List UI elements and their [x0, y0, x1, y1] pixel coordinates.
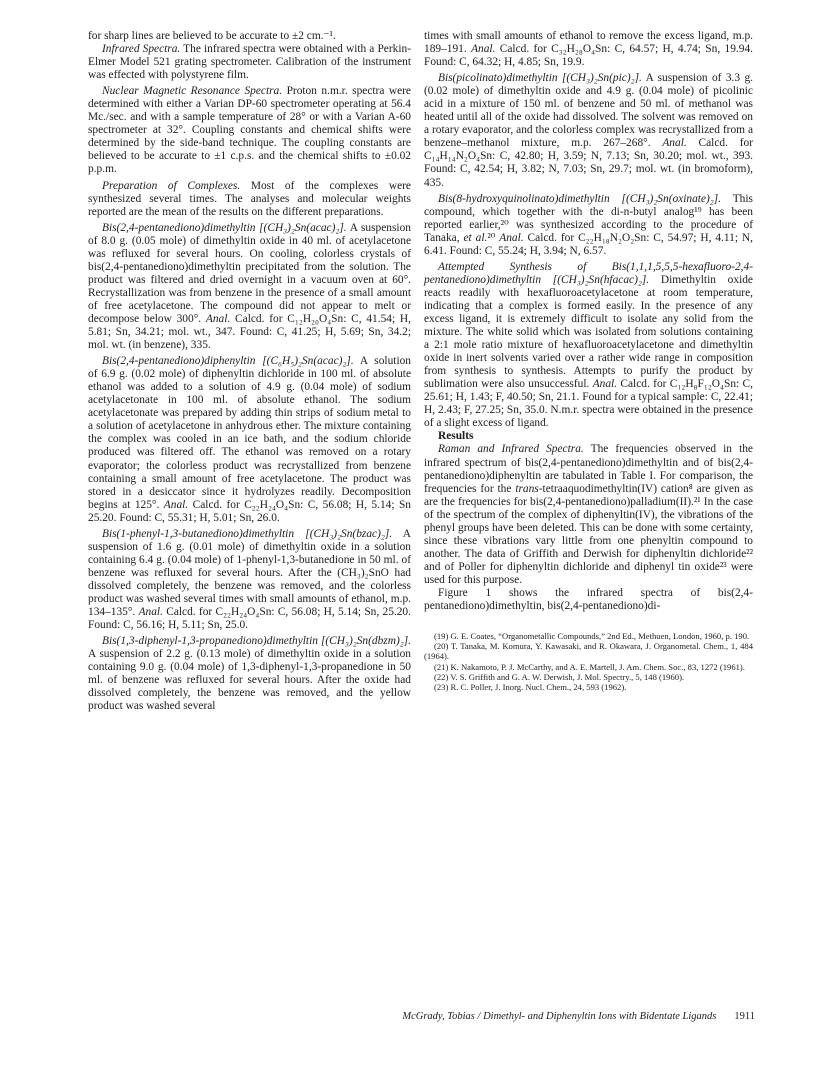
running-head: McGrady, Tobias / Dimethyl- and Diphenyltin Ions with Bidentate Ligands: [402, 1011, 717, 1022]
section-title: Nuclear Magnetic Resonance Spectra.: [102, 85, 283, 98]
paragraph: [88, 30, 411, 43]
right-column: [424, 30, 753, 692]
body-text: Dimethyltin oxide reacts readily with hexafluoroacetylacetone at room temperature, indicating that a complex is formed easily. In the presence of any excess ligand, it is extremely difficult to isolate any solid from the mixture. The white solid which was isolated from solutions containing a 2:1 mole ratio mixture of hexafluoroacetylacetone and dimethyltin oxide in inert solvents varied over a rather wide range in composition from synthesis to synthesis. Attempts to purify the product by sublimation were also unsuccessful.: [424, 273, 753, 391]
anal-label: Anal.: [499, 231, 524, 244]
body-text: for sharp lines are believed to be accurate to ±2 cm.⁻¹.: [88, 30, 336, 42]
anal-label: Anal.: [163, 498, 189, 511]
body-text: Figure 1 shows the infrared spectra of bis(2,4-pentanediono)dimethyltin, bis(2,4-pentanediono)di-: [424, 586, 753, 613]
section-title: Preparation of Complexes.: [102, 179, 241, 192]
paragraph: [88, 180, 411, 219]
anal-label: Anal.: [471, 43, 496, 56]
body-text: A suspension of 3.3 g. (0.02 mole) of dimethyltin oxide and 4.9 g. (0.04 mole) of picolinic acid in a mixture of 150 ml. of benzene and 50 ml. of methanol was heated until all of the oxide had dissolved. The solvent was removed on a rotary evaporator, and the colorless complex was recrystallized from a benzene–methanol mixture, m.p. 267–268°.: [424, 72, 753, 150]
reference-item: (22) V. S. Griffith and G. A. W. Derwish, J. Mol. Spectry., 5, 148 (1960).: [434, 671, 685, 682]
body-text: Proton n.m.r. spectra were determined with either a Varian DP-60 spectrometer operating at 56.4 Mc./sec. and with a sample temperature of 28° or with a Varian A-60 spectrometer at 32°. Coupling constants and chemical shifts were determined by the side-band technique. The coupling constants are believed to be accurate to ±1 c.p.s. and the chemical shifts to ±0.02 p.p.m.: [88, 85, 411, 176]
results-heading: Results: [438, 430, 474, 443]
paragraph: [424, 30, 753, 69]
paragraph: [88, 222, 411, 352]
citation: ²⁰: [487, 231, 496, 244]
analysis-text: Calcd. for C₃₂H₂₈O₄Sn: C, 64.57; H, 4.74; Sn, 19.94. Found: C, 64.32; H, 4.85; Sn, 19.9.: [424, 43, 753, 69]
compound-title: Attempted Synthesis of Bis(1,1,1,5,5,5-hexafluoro-2,4-pentanediono)dimethyltin [(CH₃)₂Sn(hfacac)₂].: [424, 260, 753, 286]
anal-label: Anal.: [138, 606, 163, 619]
compound-title: Bis(8-hydroxyquinolinato)dimethyltin [(CH₃)₂Sn(oxinate)₂].: [438, 192, 722, 205]
paragraph: [88, 85, 411, 176]
paragraph: [424, 72, 753, 189]
paragraph: [424, 261, 753, 431]
analysis-text: Calcd. for C₁₂H₈F₁₂O₄Sn: C, 25.61; H, 1.43; F, 40.50; Sn, 21.1. Found for a typical sample: C, 22.41; H, 2.43; F, 27.25; Sn, 35.0. N.m.r. spectra were obtained in the presence of a slight excess of ligand.: [424, 378, 753, 430]
anal-label: Anal.: [662, 137, 687, 150]
body-text: A suspension of 2.2 g. (0.13 mole) of dimethyltin oxide in a solution containing 9.0 g. (0.04 mole) of 1,3-diphenyl-1,3-propanedione in 50 ml. of benzene was refluxed for several hours. After the oxide had dissolved completely, the benzene was removed, and the yellow product was washed several: [88, 648, 411, 713]
paragraph: [424, 193, 753, 258]
body-text: The infrared spectra were obtained with a Perkin-Elmer Model 521 grating spectrometer. Calibration of the instrument was effected with polystyrene film.: [88, 43, 411, 82]
trans-text: trans: [515, 482, 539, 495]
page-number: 1911: [734, 1011, 755, 1022]
body-text: times with small amounts of ethanol to remove the excess ligand, m.p. 189–191.: [424, 30, 753, 56]
analysis-text: Calcd. for C₂₂H₁₈N₂O₂Sn: C, 54.97; H, 4.11; N, 6.41. Found: C, 55.24; H, 3.94; N, 6.57.: [424, 231, 753, 257]
body-text: A solution of 6.9 g. (0.02 mole) of diphenyltin dichloride in 100 ml. of absolute ethanol was added to a solution of 4.9 g. (0.04 mole) of sodium acetylacetonate in 100 ml. of absolute ethanol. The sodium acetylacetonate was prepared by adding thin strips of sodium metal to a solution of acetylacetone in anhydrous ether. The mixture containing the complex was cooled in an ice bath, and the sodium chloride produced was filtered off. The ethanol was removed on a rotary evaporator; the colorless product was recrystallized from benzene containing a small amount of free acetylacetone. The product was stored in a desiccator since it hydrolyzes readily. Decomposition begins at 125°.: [88, 355, 411, 511]
body-text: Most of the complexes were synthesized several times. The analyses and molecular weights reported are the mean of the results on the different preparations.: [88, 179, 411, 218]
section-title: Raman and Infrared Spectra.: [438, 443, 584, 456]
body-text: This compound, which together with the di-n-butyl analog¹⁹ has been reported earlier,²⁰ was synthesized according to the procedure of Tanaka,: [424, 192, 753, 244]
paragraph: [88, 635, 411, 713]
references: [424, 631, 753, 692]
reference-item: (21) K. Nakamoto, P. J. McCarthy, and A. E. Martell, J. Am. Chem. Soc., 83, 1272 (1961).: [434, 661, 745, 672]
body-text: A suspension of 8.0 g. (0.05 mole) of dimethyltin oxide in 40 ml. of acetylacetone was refluxed for several hours. On cooling, colorless crystals of bis(2,4-pentanediono)dimethyltin precipitated from the solution. The product was filtered and dried overnight in a vacuum oven at 60°. Recrystallization was from benzene in the presence of a small amount of free acetylacetone. The compound did not appear to melt or decompose below 300°.: [88, 221, 411, 325]
paragraph: [88, 43, 411, 82]
compound-title: Bis(1,3-diphenyl-1,3-propanediono)dimethyltin [(CH₃)₂Sn(dbzm)₂].: [102, 635, 411, 648]
anal-label: Anal.: [205, 312, 231, 325]
paragraph: [424, 587, 753, 613]
body-text: -tetraaquodimethyltin(IV) cation⁸ are given as are the frequencies for bis(2,4-pentanediono)palladium(II).²¹ In the case of the spectrum of the complex of diphenyltin(IV), the vibrations of the phenyl groups have been deleted. This can be done with some certainty, since these vibrations vary little from one phenyltin compound to another. The data of Griffith and Derwish for diphenyltin dichloride²² and of Poller for diphenyltin dichloride and diphenyl tin oxide²³ were used for this purpose.: [424, 482, 754, 586]
page-footer: [300, 1010, 755, 1023]
analysis-text: Calcd. for C₁₂H₂₀O₄Sn: C, 41.54; H, 5.81; Sn, 34.21; mol. wt., 347. Found: C, 41.25; H, 5.69; Sn, 34.2; mol. wt. (in benzene), 335.: [88, 312, 411, 352]
left-column: [88, 30, 411, 713]
body-text: The frequencies observed in the infrared spectrum of bis(2,4-pentanediono)dimethyltin and of bis(2,4-pentanediono)diphenyltin are tabulated in Table I. For comparison, the frequencies for the: [424, 443, 753, 495]
section-title: Infrared Spectra.: [102, 43, 181, 56]
analysis-text: Calcd. for C₂₂H₂₄O₄Sn: C, 56.08; H, 5.14; Sn 25.20. Found: C, 55.31; H, 5.01; Sn, 26.0.: [88, 498, 411, 524]
analysis-text: Calcd. for C₁₄H₁₄N₂O₄Sn: C, 42.80; H, 3.59; N, 7.13; Sn, 30.20; mol. wt., 393. Found: C, 42.54; H, 3.82; N, 7.03; Sn, 29.7; mol. wt. (in bromoform), 435.: [424, 137, 753, 189]
paragraph: [88, 528, 411, 632]
body-text: A suspension of 1.6 g. (0.01 mole) of dimethyltin oxide in a solution containing 6.4 g. (0.04 mole) of 1-phenyl-1,3-butanedione in 50 ml. of benzene was refluxed for several hours. After the (CH₃)₂SnO had dissolved completely, the benzene was removed, and the colorless product was washed several times with small amounts of ethanol, m.p. 134–135°.: [88, 527, 412, 619]
compound-title: Bis(2,4-pentanediono)diphenyltin [(C₆H₅)₂Sn(acac)₂].: [102, 355, 354, 368]
compound-title: Bis(2,4-pentanediono)dimethyltin [(CH₃)₂Sn(acac)₂].: [102, 221, 347, 234]
compound-title: Bis(1-phenyl-1,3-butanediono)dimethyltin [(CH₃)₂Sn(bzac)₂].: [102, 527, 393, 540]
anal-label: Anal.: [592, 378, 618, 391]
paragraph: [88, 355, 411, 525]
analysis-text: Calcd. for C₂₂H₂₄O₄Sn: C, 56.08; H, 5.14; Sn, 25.20. Found: C, 56.16; H, 5.11; Sn, 25.0.: [88, 606, 411, 632]
reference-item: (23) R. C. Poller, J. Inorg. Nucl. Chem., 24, 593 (1962).: [434, 682, 627, 693]
reference-item: (20) T. Tanaka, M. Komura, Y. Kawasaki, and R. Okawara, J. Organometal. Chem., 1, 484 (1964).: [424, 641, 753, 662]
reference-item: (19) G. E. Coates, “Organometallic Compounds,” 2nd Ed., Methuen, London, 1960, p. 190.: [434, 631, 750, 642]
etal-text: et al.: [463, 231, 488, 244]
compound-title: Bis(picolinato)dimethyltin [(CH₃)₂Sn(pic)₂].: [438, 72, 642, 85]
paragraph: [424, 443, 753, 587]
